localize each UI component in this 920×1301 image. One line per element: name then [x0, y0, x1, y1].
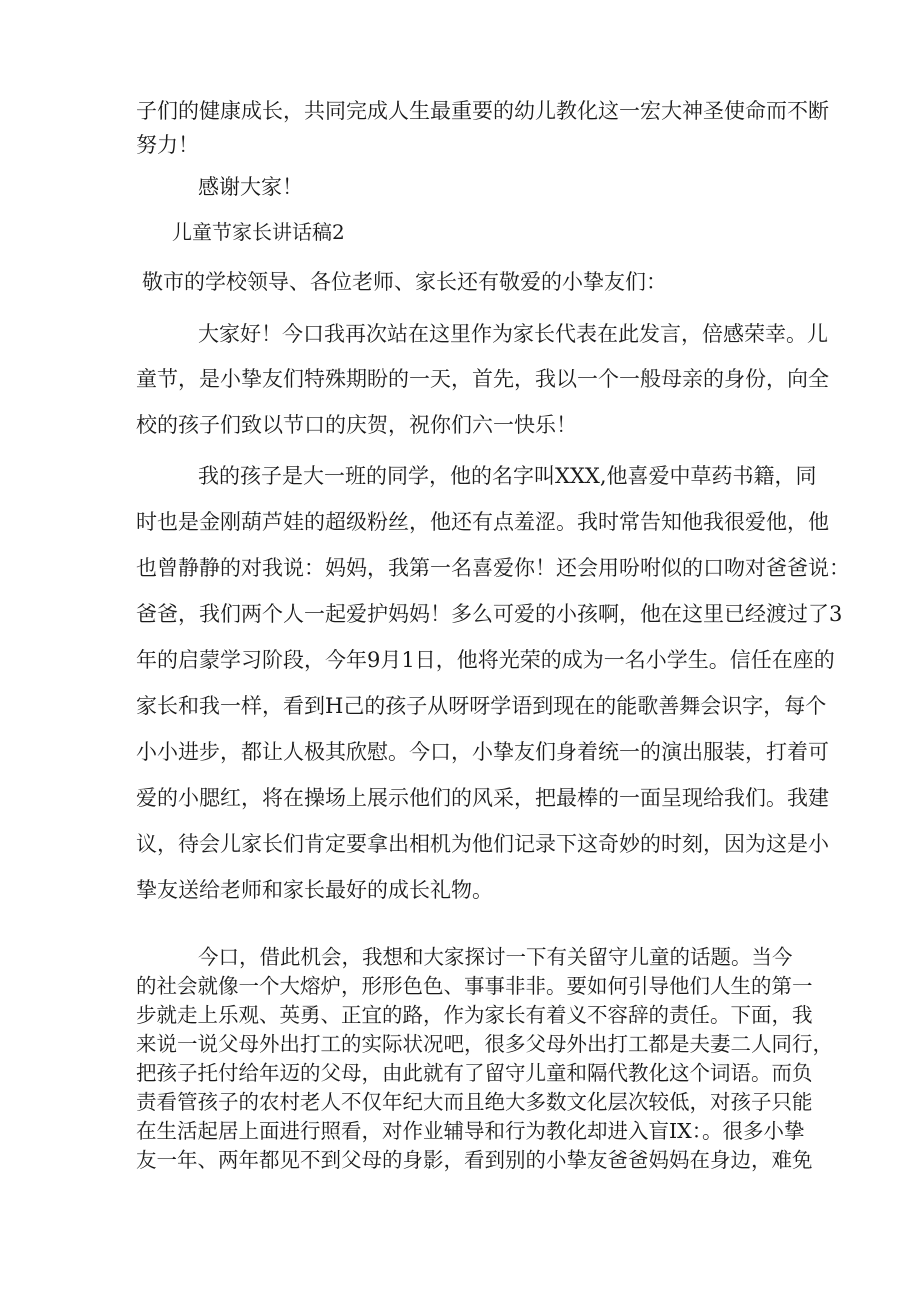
paragraph-3-line-4: 来说一说父母外出打工的实际状况吧，很多父母外出打工都是夫妻二人同行， [136, 1032, 833, 1056]
paragraph-2-line-9: 议，待会儿家长们肯定要拿出相机为他们记录下这奇妙的时刻，因为这是小 [136, 832, 829, 856]
section-title: 儿童节家长讲话稿2 [172, 220, 345, 244]
paragraph-3-line-1: 今口，借此机会，我想和大家探讨一下有关留守儿童的话题。当今 [198, 945, 793, 969]
paragraph-3-line-3: 步就走上乐观、英勇、正宜的路，作为家长有着义不容辞的责任。下面，我 [136, 1003, 813, 1027]
paragraph-2-line-4: 爸爸，我们两个人一起爱护妈妈！多么可爱的小孩啊，他在这里已经渡过了3 [136, 602, 843, 626]
paragraph-2-line-5: 年的启蒙学习阶段，今年9月1日，他将光荣的成为一名小学生。信任在座的 [136, 648, 835, 672]
salutation: 敬市的学校领导、各位老师、家长还有敬爱的小挚友们： [142, 270, 667, 294]
intro-line-2: 努力！ [136, 133, 199, 157]
paragraph-3-line-7: 在生活起居上面进行照看，对作业辅导和行为教化却进入盲IX：。很多小挚 [136, 1119, 805, 1143]
paragraph-1-line-2: 童节，是小挚友们特殊期盼的一天，首先，我以一个一般母亲的身份，向全 [136, 367, 829, 391]
paragraph-2-line-10: 挚友送给老师和家长最好的成长礼物。 [136, 878, 493, 902]
thanks-line: 感谢大家！ [198, 175, 303, 199]
paragraph-2-line-7: 小小进步，都让人极其欣慰。今口，小挚友们身着统一的演出服装，打着可 [136, 740, 829, 764]
paragraph-1-line-3: 校的孩子们致以节口的庆贺，祝你们六一快乐！ [136, 413, 577, 437]
paragraph-3-line-2: 的社会就像一个大熔炉，形形色色、事事非非。要如何引导他们人生的第一 [136, 974, 813, 998]
paragraph-2-line-8: 爱的小腮红，将在操场上展示他们的风采，把最棒的一面呈现给我们。我建 [136, 786, 829, 810]
intro-line-1: 子们的健康成长，共同完成人生最重要的幼儿教化这一宏大神圣使命而不断 [136, 99, 829, 123]
paragraph-3-line-8: 友一年、两年都见不到父母的身影，看到别的小挚友爸爸妈妈在身边，难免 [136, 1148, 813, 1172]
paragraph-3-line-6: 责看管孩子的农村老人不仅年纪大而且绝大多数文化层次较低，对孩子只能 [136, 1090, 813, 1114]
paragraph-2-line-2: 时也是金刚葫芦娃的超级粉丝，他还有点羞涩。我时常告知他我很爱他，他 [136, 510, 829, 534]
paragraph-1-line-1: 大家好！今口我再次站在这里作为家长代表在此发言，倍感荣幸。儿 [198, 322, 828, 346]
paragraph-2-line-6: 家长和我一样，看到H己的孩子从呀呀学语到现在的能歌善舞会识字，每个 [136, 694, 827, 718]
paragraph-2-line-3: 也曾静静的对我说：妈妈，我第一名喜爱你！还会用吩咐似的口吻对爸爸说： [136, 556, 850, 580]
paragraph-3-line-5: 把孩子托付给年迈的父母，由此就有了留守儿童和隔代教化这个词语。而负 [136, 1061, 813, 1085]
paragraph-2-line-1: 我的孩子是大一班的同学，他的名字叫XXX,他喜爱中草药书籍，同 [198, 464, 817, 488]
